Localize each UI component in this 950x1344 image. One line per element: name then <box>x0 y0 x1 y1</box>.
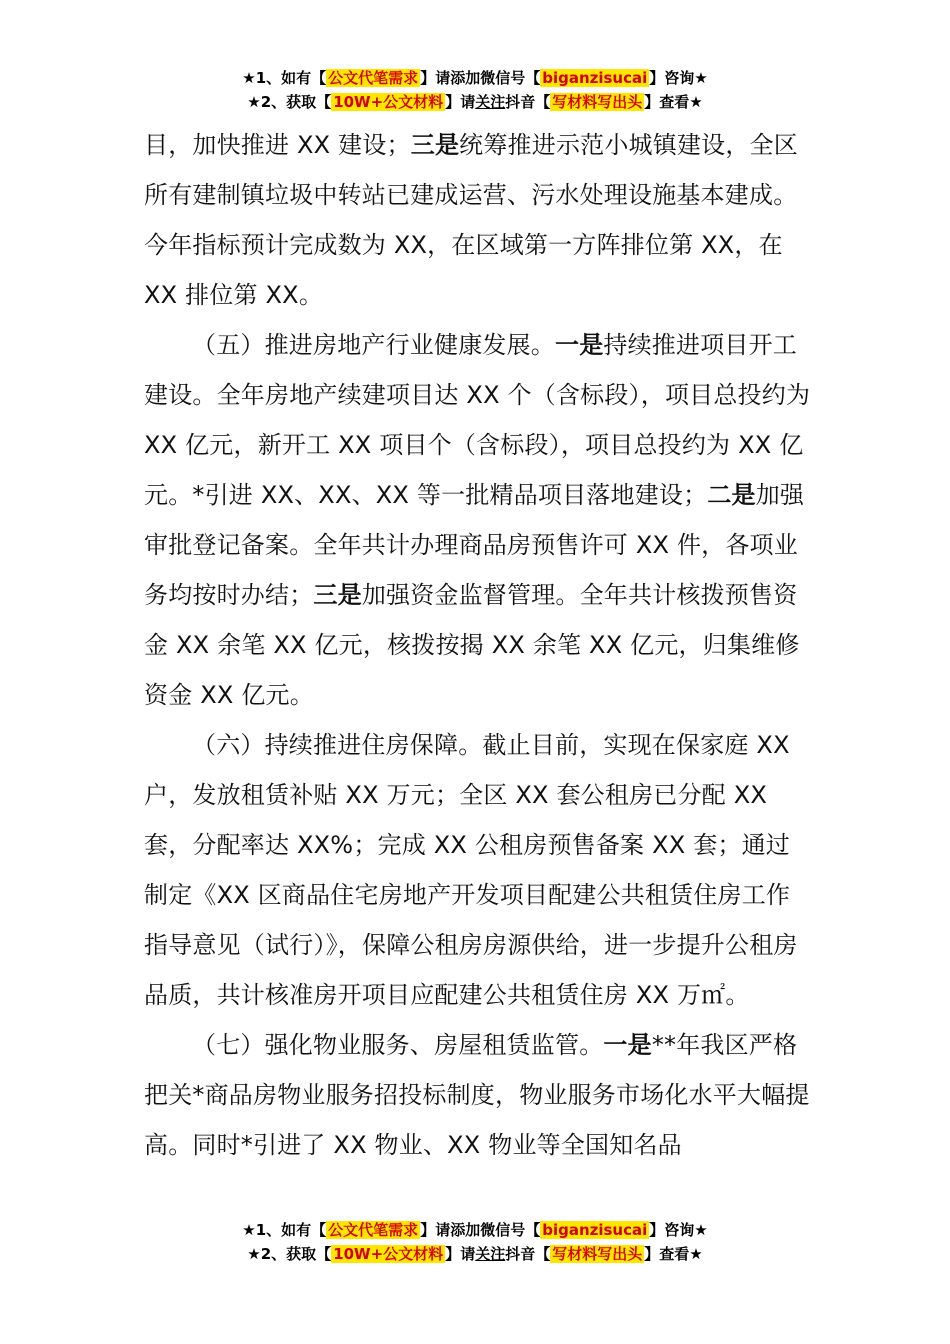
paragraph-housing-security: （六）持续推进住房保障。截止目前，实现在保家庭 XX 户，发放租赁补贴 XX 万元；全区 XX 套公租房已分配 XX 套，分配率达 XX%；完成 XX 公租房预售备案 XX 套；通过制定《XX 区商品住宅房地产开发项目配建公共租赁住房工作指导意见（试行）》，保障公租房房源供给，进一步提升公租房品质，共计核准房开项目应配建公共租赁住房 XX 万㎡。 <box>144 731 798 1009</box>
promo-line-2-bottom: ★2、获取【 10W+公文材料 】请关注抖音【 写材料写出头 】查看★ <box>247 1245 703 1263</box>
highlight-materials: 10W+公文材料 <box>333 93 444 111</box>
highlight-douyin: 写材料写出头 <box>552 93 643 111</box>
promo-line-1-bottom: ★1、如有【 公文代笔需求 】请添加微信号【 biganzisucai 】咨询★ <box>242 1221 708 1239</box>
highlight-service-bottom: 公文代笔需求 <box>328 1221 419 1239</box>
promo-banner-bottom <box>0 1218 950 1266</box>
promo-line-1: ★1、如有【 公文代笔需求 】请添加微信号【 biganzisucai 】咨询★ <box>242 69 708 87</box>
highlight-wechat-id-bottom: biganzisucai <box>542 1221 648 1239</box>
highlight-douyin-bottom: 写材料写出头 <box>552 1245 643 1263</box>
promo-banner-top <box>0 66 950 114</box>
follow-text-bottom: 关注 <box>475 1245 506 1263</box>
promo-line-2: ★2、获取【 10W+公文材料 】请关注抖音【 写材料写出头 】查看★ <box>247 93 703 111</box>
paragraph-real-estate: （五）推进房地产行业健康发展。一是持续推进项目开工建设。全年房地产续建项目达 XX 个（含标段），项目总投约为 XX 亿元，新开工 XX 项目个（含标段），项目总投约为 XX 亿元。*引进 XX、XX、XX 等一批精品项目落地建设；二是加强审批登记备案。全年共计办理商品房预售许可 XX 件，各项业务均按时办结；三是加强资金监督管理。全年共计核拨预售资金 XX 余笔 XX 亿元，核拨按揭 XX 余笔 XX 亿元，归集维修资金 XX 亿元。 <box>144 331 811 709</box>
highlight-wechat-id: biganzisucai <box>542 69 648 87</box>
paragraph-property-services: （七）强化物业服务、房屋租赁监管。一是**年我区严格把关*商品房物业服务招投标制度，物业服务市场化水平大幅提高。同时*引进了 XX 物业、XX 物业等全国知名品 <box>144 1031 810 1159</box>
paragraph-continued: 目，加快推进 XX 建设；三是统筹推进示范小城镇建设，全区所有建制镇垃圾中转站已建成运营、污水处理设施基本建成。今年指标预计完成数为 XX，在区域第一方阵排位第 XX，在 XX 排位第 XX。 <box>144 131 798 309</box>
document-body <box>144 120 814 1170</box>
follow-text: 关注 <box>475 93 506 111</box>
highlight-service: 公文代笔需求 <box>328 69 419 87</box>
highlight-materials-bottom: 10W+公文材料 <box>333 1245 444 1263</box>
